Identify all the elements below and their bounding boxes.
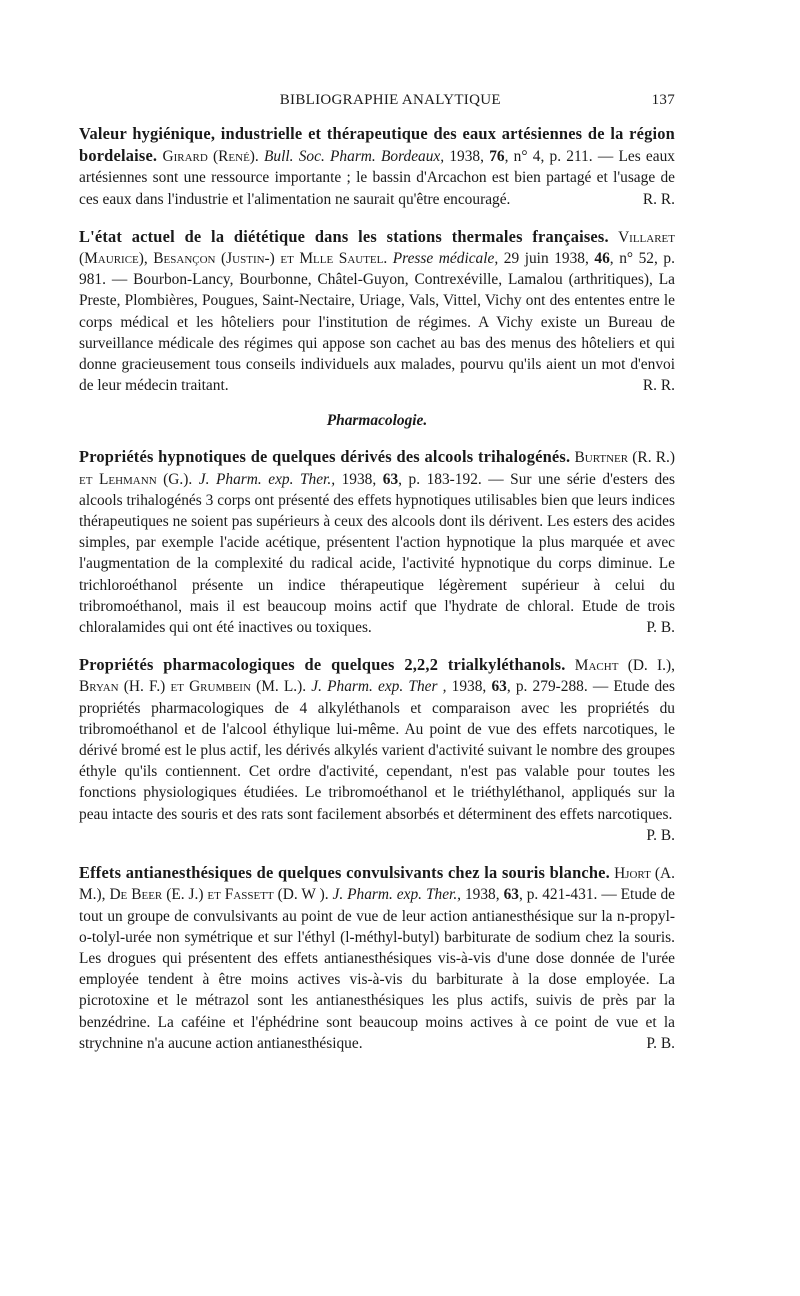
entry-pages: , p. 183-192. [398, 470, 482, 488]
entry-text [79, 446, 675, 638]
entry-initials: P. B. [646, 1034, 675, 1052]
entry-volume: 46 [594, 250, 610, 268]
entry-title: L'état actuel de la diététique dans les stations thermales françaises. [79, 226, 609, 246]
section-heading: Pharmacologie. [326, 412, 428, 430]
entry-text [79, 123, 675, 210]
entry-abstract: — Etude des propriétés pharmacologiques de 4 alkyléthanols et comparaison avec les propriétés du tribromoéthanol et de l'alcool éthylique lui-même. Au point de vue des effets narcotiques, le dérivé bromé est le plus actif, les dérivés alkylés varient d'activité suivant le nombre des groupes éthyle qu'ils contiennent. Cet ordre d'activité, cependant, n'est pas valable pour toutes les fonctions physiologiques étudiées. Le tribromoéthanol et le triéthyléthanol, appliqués sur la peau intacte des souris et des rats sont facilement absorbés et déterminent des effets narcotiques. [79, 678, 675, 823]
entry-volume: 63 [491, 678, 507, 696]
entry-initials: P. B. [646, 619, 675, 637]
bibliography-entry [79, 862, 675, 1054]
entry-pages: , n° 4, p. 211. [504, 148, 593, 166]
entry-text [79, 862, 675, 1054]
entry-volume: 76 [489, 148, 505, 166]
entry-abstract: — Bourbon-Lancy, Bourbonne, Châtel-Guyon, Contrexéville, Lamalou (arthritiques), La Preste, Plombières, Pougues, Saint-Nectaire, Uriage, Vals, Vittel, Vichy ont des ententes entre le corps médical et les hôteliers pour l'institution de régimes. A Vichy existe un Bureau de surveillance médicale des régimes qui appose son cachet au bas des menus des hôteliers et qui donne gracieusement tous conseils individuels aux malades, pourvu qu'ils aient un mot d'envoi de leur médecin traitant. [79, 271, 675, 395]
entry-pages: , p. 279-288. [506, 678, 588, 696]
entry-title: Effets antianesthésiques de quelques convulsivants chez la souris blanche. [79, 863, 610, 883]
entry-volume: 63 [503, 886, 519, 904]
entry-journal: Presse médicale, [392, 250, 499, 268]
bibliography-entry [79, 226, 675, 397]
entry-year: 1938, [464, 886, 500, 904]
entry-year: 1938, [341, 470, 377, 488]
entry-journal: J. Pharm. exp. Ther., [332, 886, 462, 904]
entry-initials: R. R. [642, 190, 675, 208]
bibliography-entry [79, 654, 675, 846]
entry-title: Valeur hygiénique, industrielle et thérapeutique des eaux artésiennes de la région bordelaise. [79, 124, 675, 166]
running-header [79, 92, 675, 109]
entry-journal: Bull. Soc. Pharm. Bordeaux, [264, 148, 445, 166]
bibliography-entry [79, 123, 675, 210]
entry-text [79, 654, 675, 846]
bibliography-entry [79, 446, 675, 638]
journal-page [79, 92, 675, 1070]
running-title: BIBLIOGRAPHIE ANALYTIQUE [279, 92, 501, 108]
entry-abstract: — Sur une série d'esters des alcools trihalogénés 3 corps ont présenté des effets hypnotiques utilisables bien que leurs indices thérapeutiques ne soient pas supérieurs à ceux des alcools dont ils dérivent. Les esters des acides simples, par exemple l'acide acétique, présentent l'action hypnotique la plus marquée et avec l'augmentation de la complexité du radical acide, l'activité hypnotique du corps diminue. Le trichloroéthanol présente un indice thérapeutique légèrement supérieur à celui du tribromoéthanol, mais il est beaucoup moins actif que l'hydrate de chloral. Etude de trois chloralamides qui ont été inactives ou toxiques. [79, 470, 675, 637]
entry-text [79, 226, 675, 397]
entry-journal: J. Pharm. exp. Ther , [311, 678, 447, 696]
entry-journal: J. Pharm. exp. Ther., [198, 470, 336, 488]
entry-year: 1938, [451, 678, 487, 696]
entry-pages: , p. 421-431. [518, 886, 598, 904]
entry-year: 1938, [449, 148, 484, 166]
entry-initials: P. B. [646, 826, 675, 844]
page-number: 137 [651, 92, 675, 108]
entry-abstract: — Etude de tout un groupe de convulsivants au point de vue de leur action antianesthésique sur la n-propyl-o-tolyl-urée non symétrique et sur l'éthyl (l-méthyl-butyl) barbiturate de sodium chez la souris. Les drogues qui présentent des effets antianesthésiques vis-à-vis d'une dose donnée de l'urée employée tendent à être moins actives vis-à-vis du barbiturate à la dose employée. La picrotoxine et le métrazol sont les antianesthésiques les plus actifs, suivis de près par la benzédrine. La caféine et l'éphédrine sont beaucoup moins actives à ce point de vue et la strychnine n'a aucune action antianesthésique. [79, 886, 676, 1052]
entry-authors: Burtner (R. R.) et Lehmann (G.). [79, 449, 676, 488]
entry-title: Propriétés pharmacologiques de quelques 2,2,2 trialkyléthanols. [79, 655, 566, 675]
entry-pages: , n° 52, p. 981. [79, 250, 675, 289]
entry-title: Propriétés hypnotiques de quelques dérivés des alcools trihalogénés. [79, 447, 571, 467]
entry-authors: Hjort (A. M.), De Beer (E. J.) et Fassett (D. W ). [79, 865, 675, 904]
entry-abstract: — Les eaux artésiennes sont une ressource importante ; le bassin d'Arcachon est bien partagé et l'usage de ces eaux dans l'industrie et l'alimentation ne saurait qu'être encouragé. [79, 148, 675, 208]
entry-authors: Girard (René). [162, 148, 259, 166]
entry-volume: 63 [382, 470, 399, 488]
entry-authors: Macht (D. I.), Bryan (H. F.) et Grumbein (M. L.). [79, 657, 675, 696]
entry-authors: Villaret (Maurice), Besançon (Justin-) et Mlle Sautel. [79, 228, 675, 268]
entry-year: 29 juin 1938, [503, 250, 589, 268]
entry-initials: R. R. [642, 377, 675, 395]
